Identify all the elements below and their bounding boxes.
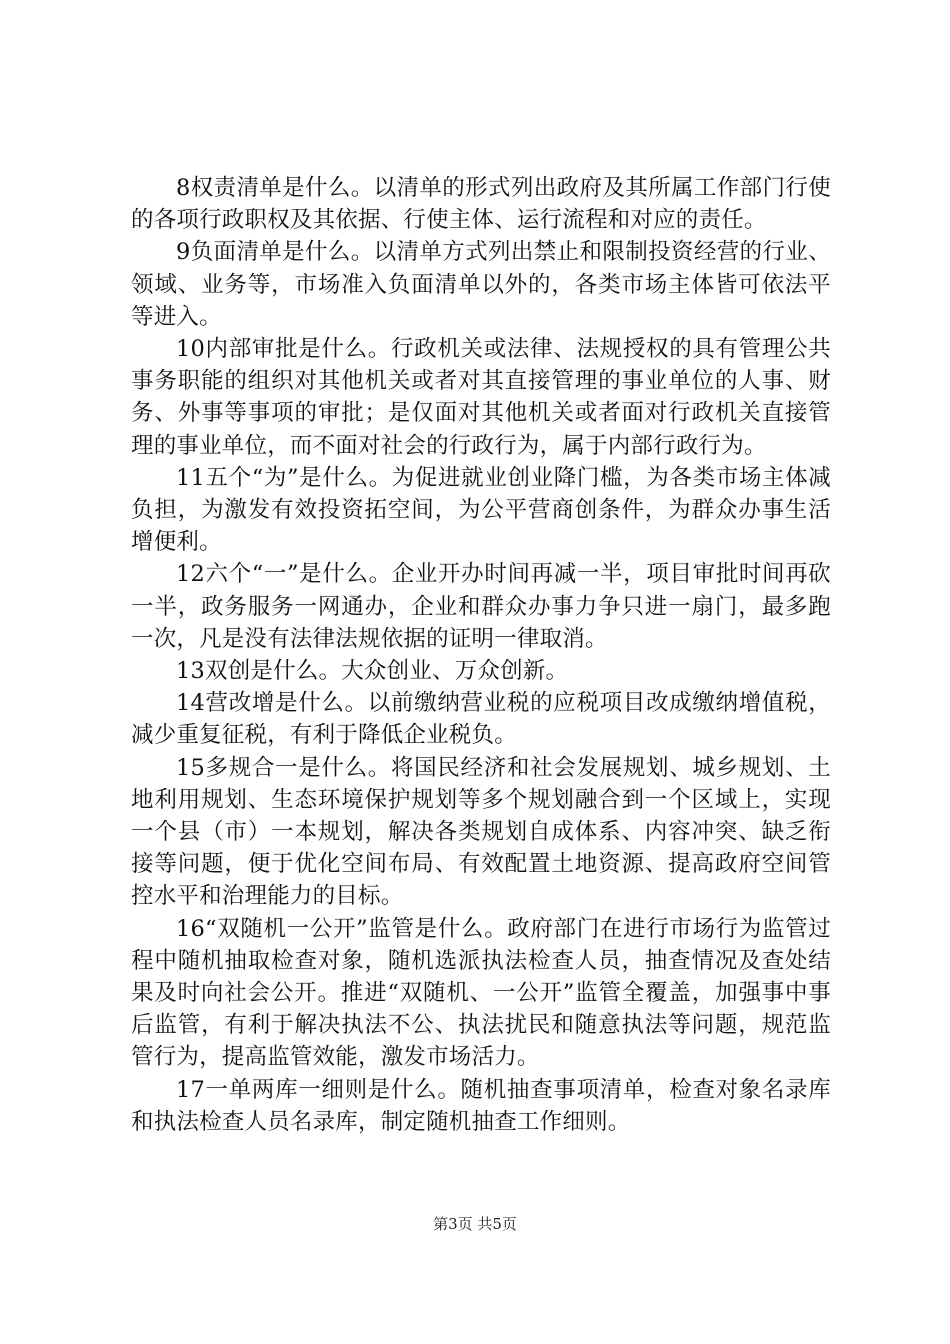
document-body [131,172,831,1138]
paragraph-item-8: 8权责清单是什么。以清单的形式列出政府及其所属工作部门行使的各项行政职权及其依据、行使主体、运行流程和对应的责任。 [131,175,831,234]
paragraph-item-13: 13双创是什么。大众创业、万众创新。 [176,658,569,685]
paragraph-item-14: 14营改增是什么。以前缴纳营业税的应税项目改成缴纳增值税，减少重复征税，有利于降低企业税负。 [131,690,831,749]
paragraph-item-15: 15多规合一是什么。将国民经济和社会发展规划、城乡规划、土地利用规划、生态环境保护规划等多个规划融合到一个区域上，实现一个县（市）一本规划，解决各类规划自成体系、内容冲突、缺乏衔接等问题，便于优化空间布局、有效配置土地资源、提高政府空间管控水平和治理能力的目标。 [131,754,831,910]
paragraph-item-11: 11五个“为”是什么。为促进就业创业降门槛，为各类市场主体减负担，为激发有效投资拓空间，为公平营商创条件，为群众办事生活增便利。 [131,464,831,556]
paragraph-item-10: 10内部审批是什么。行政机关或法律、法规授权的具有管理公共事务职能的组织对其他机关或者对其直接管理的事业单位的人事、财务、外事等事项的审批；是仅面对其他机关或者面对行政机关直接管理的事业单位，而不面对社会的行政行为，属于内部行政行为。 [131,336,831,459]
paragraph-item-9: 9负面清单是什么。以清单方式列出禁止和限制投资经营的行业、领域、业务等，市场准入负面清单以外的，各类市场主体皆可依法平等进入。 [131,239,831,330]
paragraph-item-12: 12六个“一”是什么。企业开办时间再减一半，项目审批时间再砍一半，政务服务一网通办，企业和群众办事力争只进一扇门，最多跑一次，凡是没有法律法规依据的证明一律取消。 [131,561,831,652]
page-footer: 第3页 共5页 [433,1215,517,1233]
paragraph-item-17: 17一单两库一细则是什么。随机抽查事项清单，检查对象名录库和执法检查人员名录库，制定随机抽查工作细则。 [131,1076,831,1135]
paragraph-item-16: 16“双随机一公开”监管是什么。政府部门在进行市场行为监管过程中随机抽取检查对象，随机选派执法检查人员，抽查情况及查处结果及时向社会公开。推进“双随机、一公开”监管全覆盖，加强事中事后监管，有利于解决执法不公、执法扰民和随意执法等问题，规范监管行为，提高监管效能，激发市场活力。 [131,915,831,1071]
